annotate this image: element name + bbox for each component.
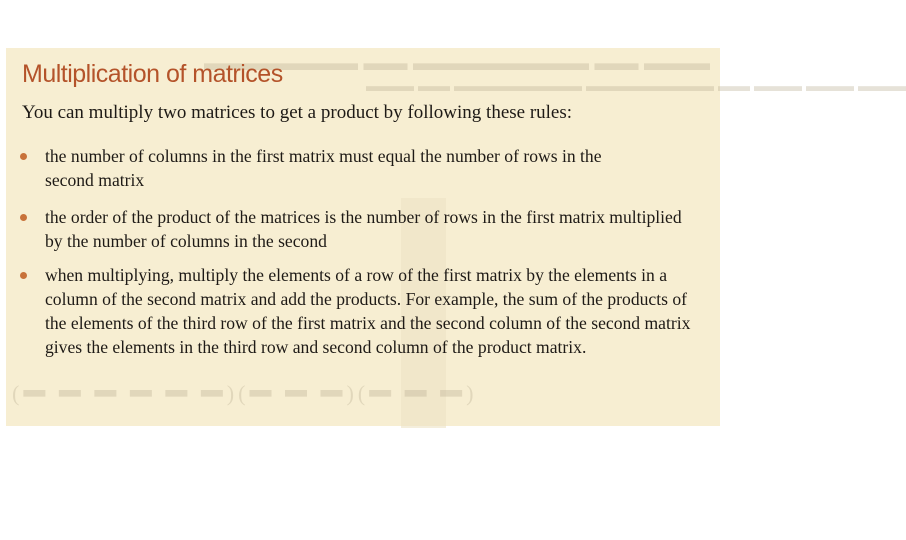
rule-item	[20, 205, 716, 253]
bleed-through-text: ▬▬▬ ▬▬▬ ▬▬▬ ▬▬ ▬▬▬▬▬▬▬▬ ▬▬▬▬▬▬▬▬ ▬▬ ▬▬▬	[366, 78, 906, 95]
bleed-through-matrix: (▬ ▬ ▬)(▬ ▬ ▬)(▬ ▬ ▬ ▬ ▬ ▬)	[8, 385, 474, 410]
rule-text-line: gives the elements in the third row and second column of the product matrix.	[45, 337, 587, 357]
section-title: Multiplication of matrices	[22, 60, 283, 88]
rule-text-line: by the number of columns in the second	[45, 231, 327, 251]
bullet-icon	[20, 214, 27, 221]
rule-text-line: column of the second matrix and add the products. For example, the sum of the products of	[45, 289, 688, 309]
bullet-icon	[20, 153, 27, 160]
rule-text-line: the order of the product of the matrices is the number of rows in the first matrix multiplied	[45, 207, 682, 227]
rule-item	[20, 144, 716, 192]
rules-list	[20, 144, 716, 359]
rule-text-line: second matrix	[45, 170, 145, 190]
scanned-textbook-excerpt	[6, 48, 906, 426]
bleed-through-text: ▬▬▬ ▬▬ ▬▬▬▬▬▬▬▬ ▬▬ ▬▬▬▬▬▬▬	[204, 50, 710, 75]
rule-text-line: the number of columns in the first matrix must equal the number of rows in the	[45, 146, 602, 166]
rule-text-line: when multiplying, multiply the elements of a row of the first matrix by the elements in a	[45, 265, 668, 285]
bullet-icon	[20, 272, 27, 279]
intro-sentence: You can multiply two matrices to get a product by following these rules:	[22, 102, 573, 123]
rule-text-line: the elements of the third row of the first matrix and the second column of the second matrix	[45, 313, 691, 333]
rule-item	[20, 263, 716, 359]
